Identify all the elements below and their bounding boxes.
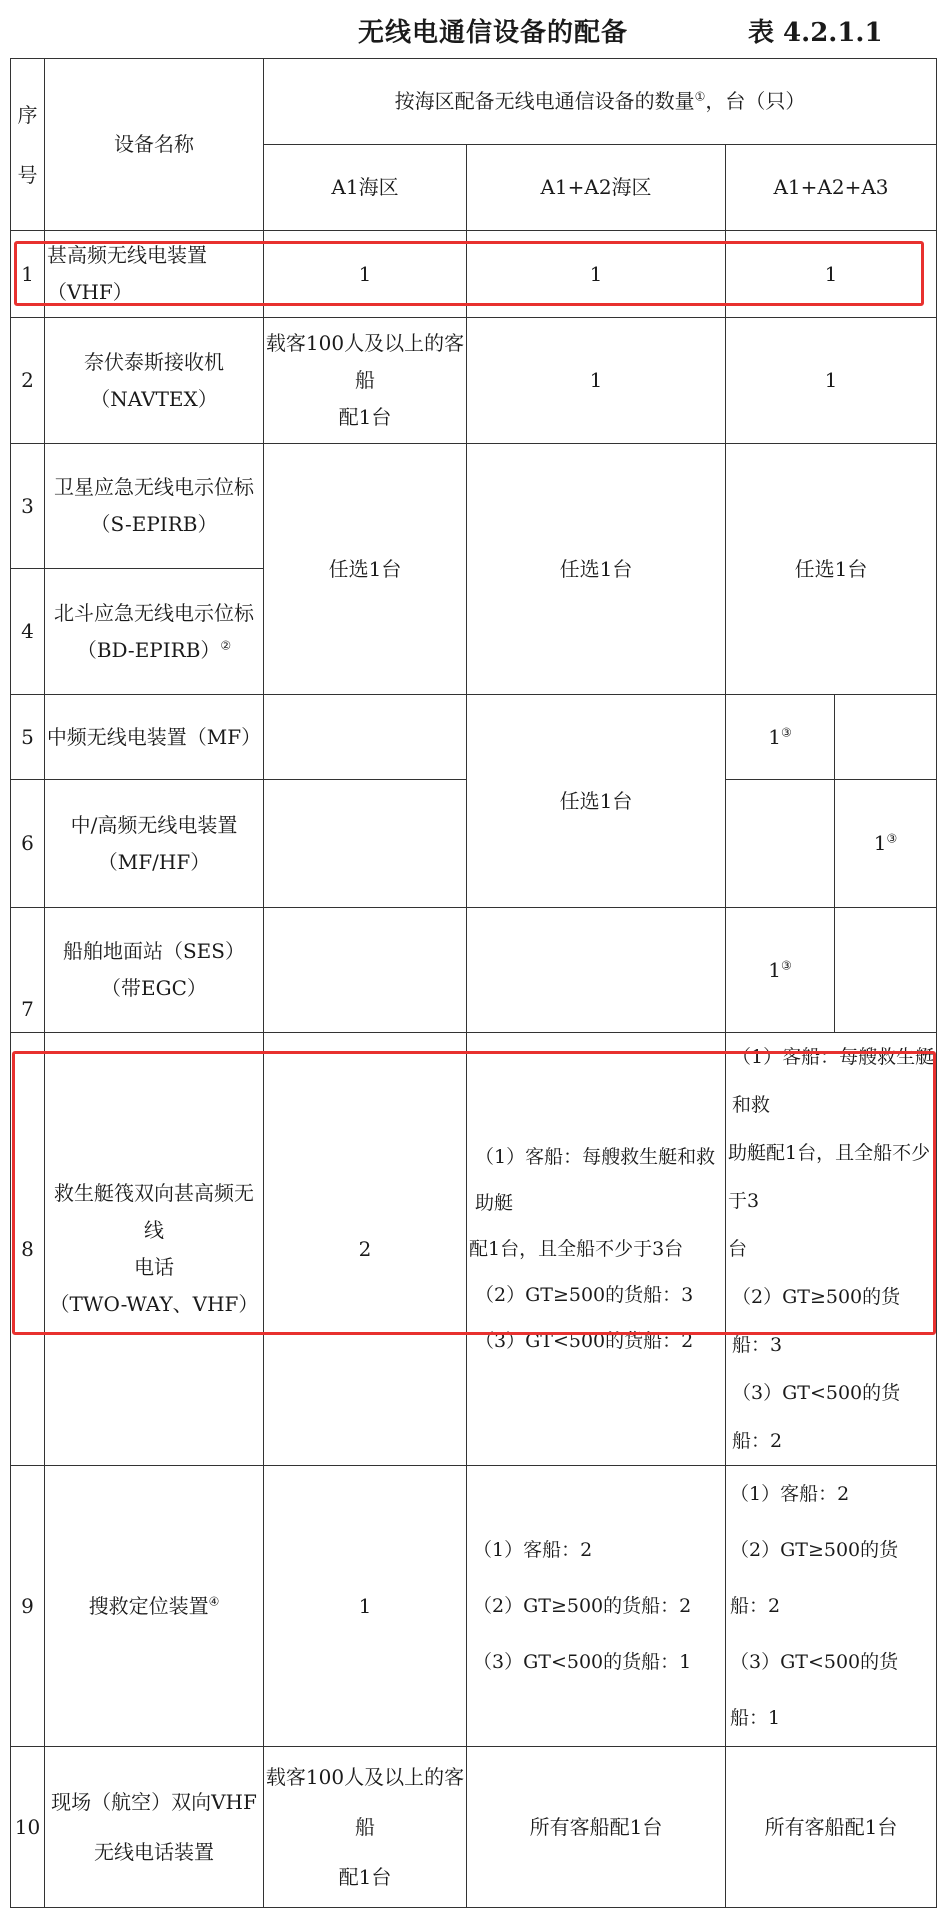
table-row (11, 695, 937, 780)
table-number: 表 4.2.1.1 (748, 18, 883, 48)
seq-cell: 8 (11, 1033, 45, 1466)
a1a2-cell: 1 (467, 318, 726, 444)
a1-cell: 任选1台 (264, 444, 467, 695)
table-row (11, 1747, 937, 1908)
table-row (11, 231, 937, 318)
header-a1a2: A1+A2海区 (467, 145, 726, 231)
equipment-table (10, 58, 937, 1908)
header-row-1 (11, 59, 937, 145)
table-row (11, 908, 937, 1033)
seq-cell: 3 (11, 444, 45, 569)
a1a2a3-right-cell (835, 908, 937, 1033)
device-name-cell: 中频无线电装置（MF） (45, 695, 264, 780)
header-device-name: 设备名称 (45, 59, 264, 231)
a1a2-cell: 任选1台 (467, 695, 726, 908)
seq-cell: 7 (11, 908, 45, 1033)
a1a2a3-left-cell (726, 780, 835, 908)
seq-cell: 9 (11, 1466, 45, 1747)
seq-cell: 4 (11, 569, 45, 695)
a1-cell: 载客100人及以上的客船 配1台 (264, 1747, 467, 1908)
seq-cell: 6 (11, 780, 45, 908)
device-name-cell: 救生艇筏双向甚高频无线 电话 （TWO-WAY、VHF） (45, 1033, 264, 1466)
a1a2-cell: （1）客船：2 （2）GT≥500的货船：2 （3）GT<500的货船：1 (467, 1466, 726, 1747)
table-row (11, 1033, 937, 1466)
a1-cell (264, 908, 467, 1033)
a1-cell: 载客100人及以上的客船 配1台 (264, 318, 467, 444)
seq-cell: 1 (11, 231, 45, 318)
table-title-bar (0, 0, 947, 54)
device-name-cell: 中/高频无线电装置 （MF/HF） (45, 780, 264, 908)
a1-cell: 1 (264, 1466, 467, 1747)
a1a2a3-left-cell: 1③ (726, 695, 835, 780)
a1a2a3-left-cell: 1③ (726, 908, 835, 1033)
header-seq: 序号 (11, 59, 45, 231)
device-name-cell: 现场（航空）双向VHF 无线电话装置 (45, 1747, 264, 1908)
device-name-cell: 卫星应急无线电示位标 （S-EPIRB） (45, 444, 264, 569)
a1a2a3-right-cell: 1③ (835, 780, 937, 908)
a1-cell (264, 695, 467, 780)
table-row (11, 1466, 937, 1747)
a1a2a3-cell: 所有客船配1台 (726, 1747, 937, 1908)
a1-cell: 2 (264, 1033, 467, 1466)
a1a2a3-cell: （1）客船：每艘救生艇和救 助艇配1台，且全船不少于3 台 （2）GT≥500的货船：3 （3）GT<500的货船：2 (726, 1033, 937, 1466)
header-area-group: 按海区配备无线电通信设备的数量①，台（只） (264, 59, 937, 145)
header-a1: A1海区 (264, 145, 467, 231)
device-name-cell: 甚高频无线电装置（VHF） (45, 231, 264, 318)
a1a2a3-cell: （1）客船：2 （2）GT≥500的货船：2 （3）GT<500的货船：1 (726, 1466, 937, 1747)
seq-cell: 10 (11, 1747, 45, 1908)
a1a2a3-cell: 1 (726, 318, 937, 444)
table-row (11, 444, 937, 569)
a1a2-cell (467, 908, 726, 1033)
a1a2a3-cell: 任选1台 (726, 444, 937, 695)
table-row (11, 318, 937, 444)
seq-cell: 2 (11, 318, 45, 444)
a1a2-cell: 1 (467, 231, 726, 318)
a1-cell (264, 780, 467, 908)
device-name-cell: 北斗应急无线电示位标 （BD-EPIRB）② (45, 569, 264, 695)
seq-cell: 5 (11, 695, 45, 780)
device-name-cell: 搜救定位装置④ (45, 1466, 264, 1747)
device-name-cell: 奈伏泰斯接收机 （NAVTEX） (45, 318, 264, 444)
a1-cell: 1 (264, 231, 467, 318)
table-title: 无线电通信设备的配备 (358, 18, 629, 48)
a1a2-cell: 任选1台 (467, 444, 726, 695)
device-name-cell: 船舶地面站（SES） （带EGC） (45, 908, 264, 1033)
a1a2a3-right-cell (835, 695, 937, 780)
a1a2-cell: （1）客船：每艘救生艇和救助艇 配1台，且全船不少于3台 （2）GT≥500的货船：3 （3）GT<500的货船：2 (467, 1033, 726, 1466)
a1a2-cell: 所有客船配1台 (467, 1747, 726, 1908)
a1a2a3-cell: 1 (726, 231, 937, 318)
header-a1a2a3: A1+A2+A3 (726, 145, 937, 231)
